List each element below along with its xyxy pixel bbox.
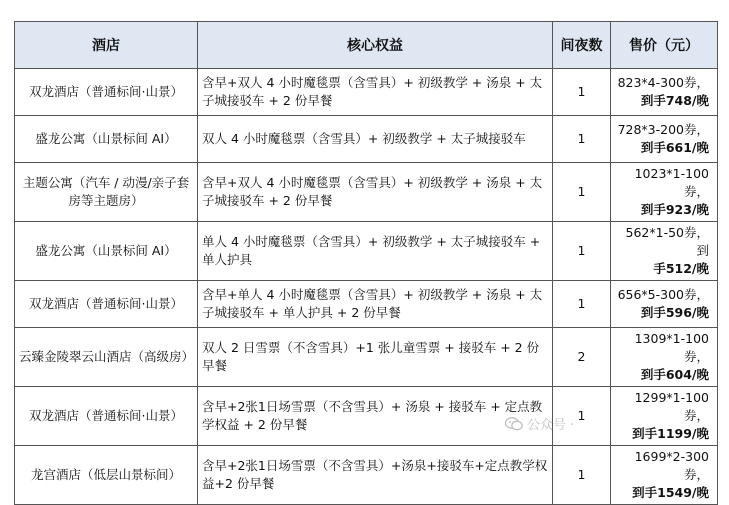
header-nights: 间夜数: [553, 22, 611, 69]
price-cell: [611, 116, 718, 163]
benefit-cell: 含早+双人 4 小时魔毯票（含雪具）+ 初级教学 + 汤泉 + 太子城接驳车 + 2 份早餐: [198, 69, 553, 116]
net-price: 到手596/晚: [640, 305, 709, 320]
benefit-cell: 含早+2张1日场雪票（不含雪具）+汤泉+接驳车+定点教学权益+2 份早餐: [198, 446, 553, 505]
table-row: [15, 69, 718, 116]
watermark-text: 公众号 ·: [527, 418, 575, 433]
nights-cell: 1: [553, 116, 611, 163]
price-formula: 562*1-50券，到: [625, 225, 709, 258]
net-price: 到手748/晚: [640, 93, 709, 108]
header-hotel: 酒店: [15, 22, 198, 69]
table-row: [15, 446, 718, 505]
watermark: [505, 414, 574, 433]
benefit-cell: 双人 4 小时魔毯票（含雪具）+ 初级教学 + 太子城接驳车: [198, 116, 553, 163]
net-price: 到手604/晚: [640, 367, 709, 382]
nights-cell: 1: [553, 163, 611, 222]
hotel-cell: 云臻金陵翠云山酒店（高级房）: [15, 328, 198, 387]
price-formula: 823*4-300券，: [617, 75, 709, 90]
price-cell: [611, 222, 718, 281]
hotel-package-table: [14, 21, 718, 505]
net-price: 到手1549/晚: [632, 485, 709, 500]
price-cell: [611, 328, 718, 387]
price-formula: 728*3-200券，: [617, 122, 709, 137]
wechat-icon: [505, 417, 523, 431]
nights-cell: 1: [553, 387, 611, 446]
hotel-cell: 盛龙公寓（山景标间 AI）: [15, 222, 198, 281]
hotel-cell: 双龙酒店（普通标间·山景）: [15, 69, 198, 116]
net-price: 到手1199/晚: [632, 426, 709, 441]
net-price: 到手661/晚: [640, 140, 709, 155]
price-cell: [611, 69, 718, 116]
price-formula: 656*5-300券，: [617, 287, 709, 302]
table-row: [15, 116, 718, 163]
table-row: [15, 163, 718, 222]
net-price: 手512/晚: [653, 261, 709, 276]
table-row: [15, 222, 718, 281]
hotel-cell: 龙宫酒店（低层山景标间）: [15, 446, 198, 505]
nights-cell: 1: [553, 446, 611, 505]
price-formula: 1309*1-100券，: [634, 331, 709, 364]
nights-cell: 1: [553, 69, 611, 116]
price-cell: [611, 387, 718, 446]
header-price: 售价（元）: [611, 22, 718, 69]
benefit-cell: 含早+单人 4 小时魔毯票（含雪具）+ 初级教学 + 汤泉 + 太子城接驳车 + 单人护具 + 2 份早餐: [198, 281, 553, 328]
benefit-cell: 单人 4 小时魔毯票（含雪具）+ 初级教学 + 太子城接驳车 + 单人护具: [198, 222, 553, 281]
price-formula: 1299*1-100券，: [634, 390, 709, 423]
hotel-cell: 双龙酒店（普通标间·山景）: [15, 387, 198, 446]
price-cell: [611, 446, 718, 505]
table-header-row: [15, 22, 718, 69]
hotel-cell: 主题公寓（汽车 / 动漫/亲子套房等主题房）: [15, 163, 198, 222]
hotel-cell: 盛龙公寓（山景标间 AI）: [15, 116, 198, 163]
price-cell: [611, 163, 718, 222]
benefit-cell: 含早+2张1日场雪票（不含雪具）+ 汤泉 + 接驳车 + 定点教学权益 + 2 份早餐: [198, 387, 553, 446]
net-price: 到手923/晚: [640, 202, 709, 217]
price-formula: 1023*1-100券，: [634, 166, 709, 199]
nights-cell: 1: [553, 281, 611, 328]
table-row: [15, 387, 718, 446]
table-row: [15, 281, 718, 328]
nights-cell: 2: [553, 328, 611, 387]
price-cell: [611, 281, 718, 328]
header-benefit: 核心权益: [198, 22, 553, 69]
nights-cell: 1: [553, 222, 611, 281]
benefit-cell: 含早+双人 4 小时魔毯票（含雪具）+ 初级教学 + 汤泉 + 太子城接驳车 + 2 份早餐: [198, 163, 553, 222]
hotel-cell: 双龙酒店（普通标间·山景）: [15, 281, 198, 328]
benefit-cell: 双人 2 日雪票（不含雪具）+1 张儿童雪票 + 接驳车 + 2 份早餐: [198, 328, 553, 387]
price-formula: 1699*2-300券，: [634, 449, 709, 482]
table-row: [15, 328, 718, 387]
